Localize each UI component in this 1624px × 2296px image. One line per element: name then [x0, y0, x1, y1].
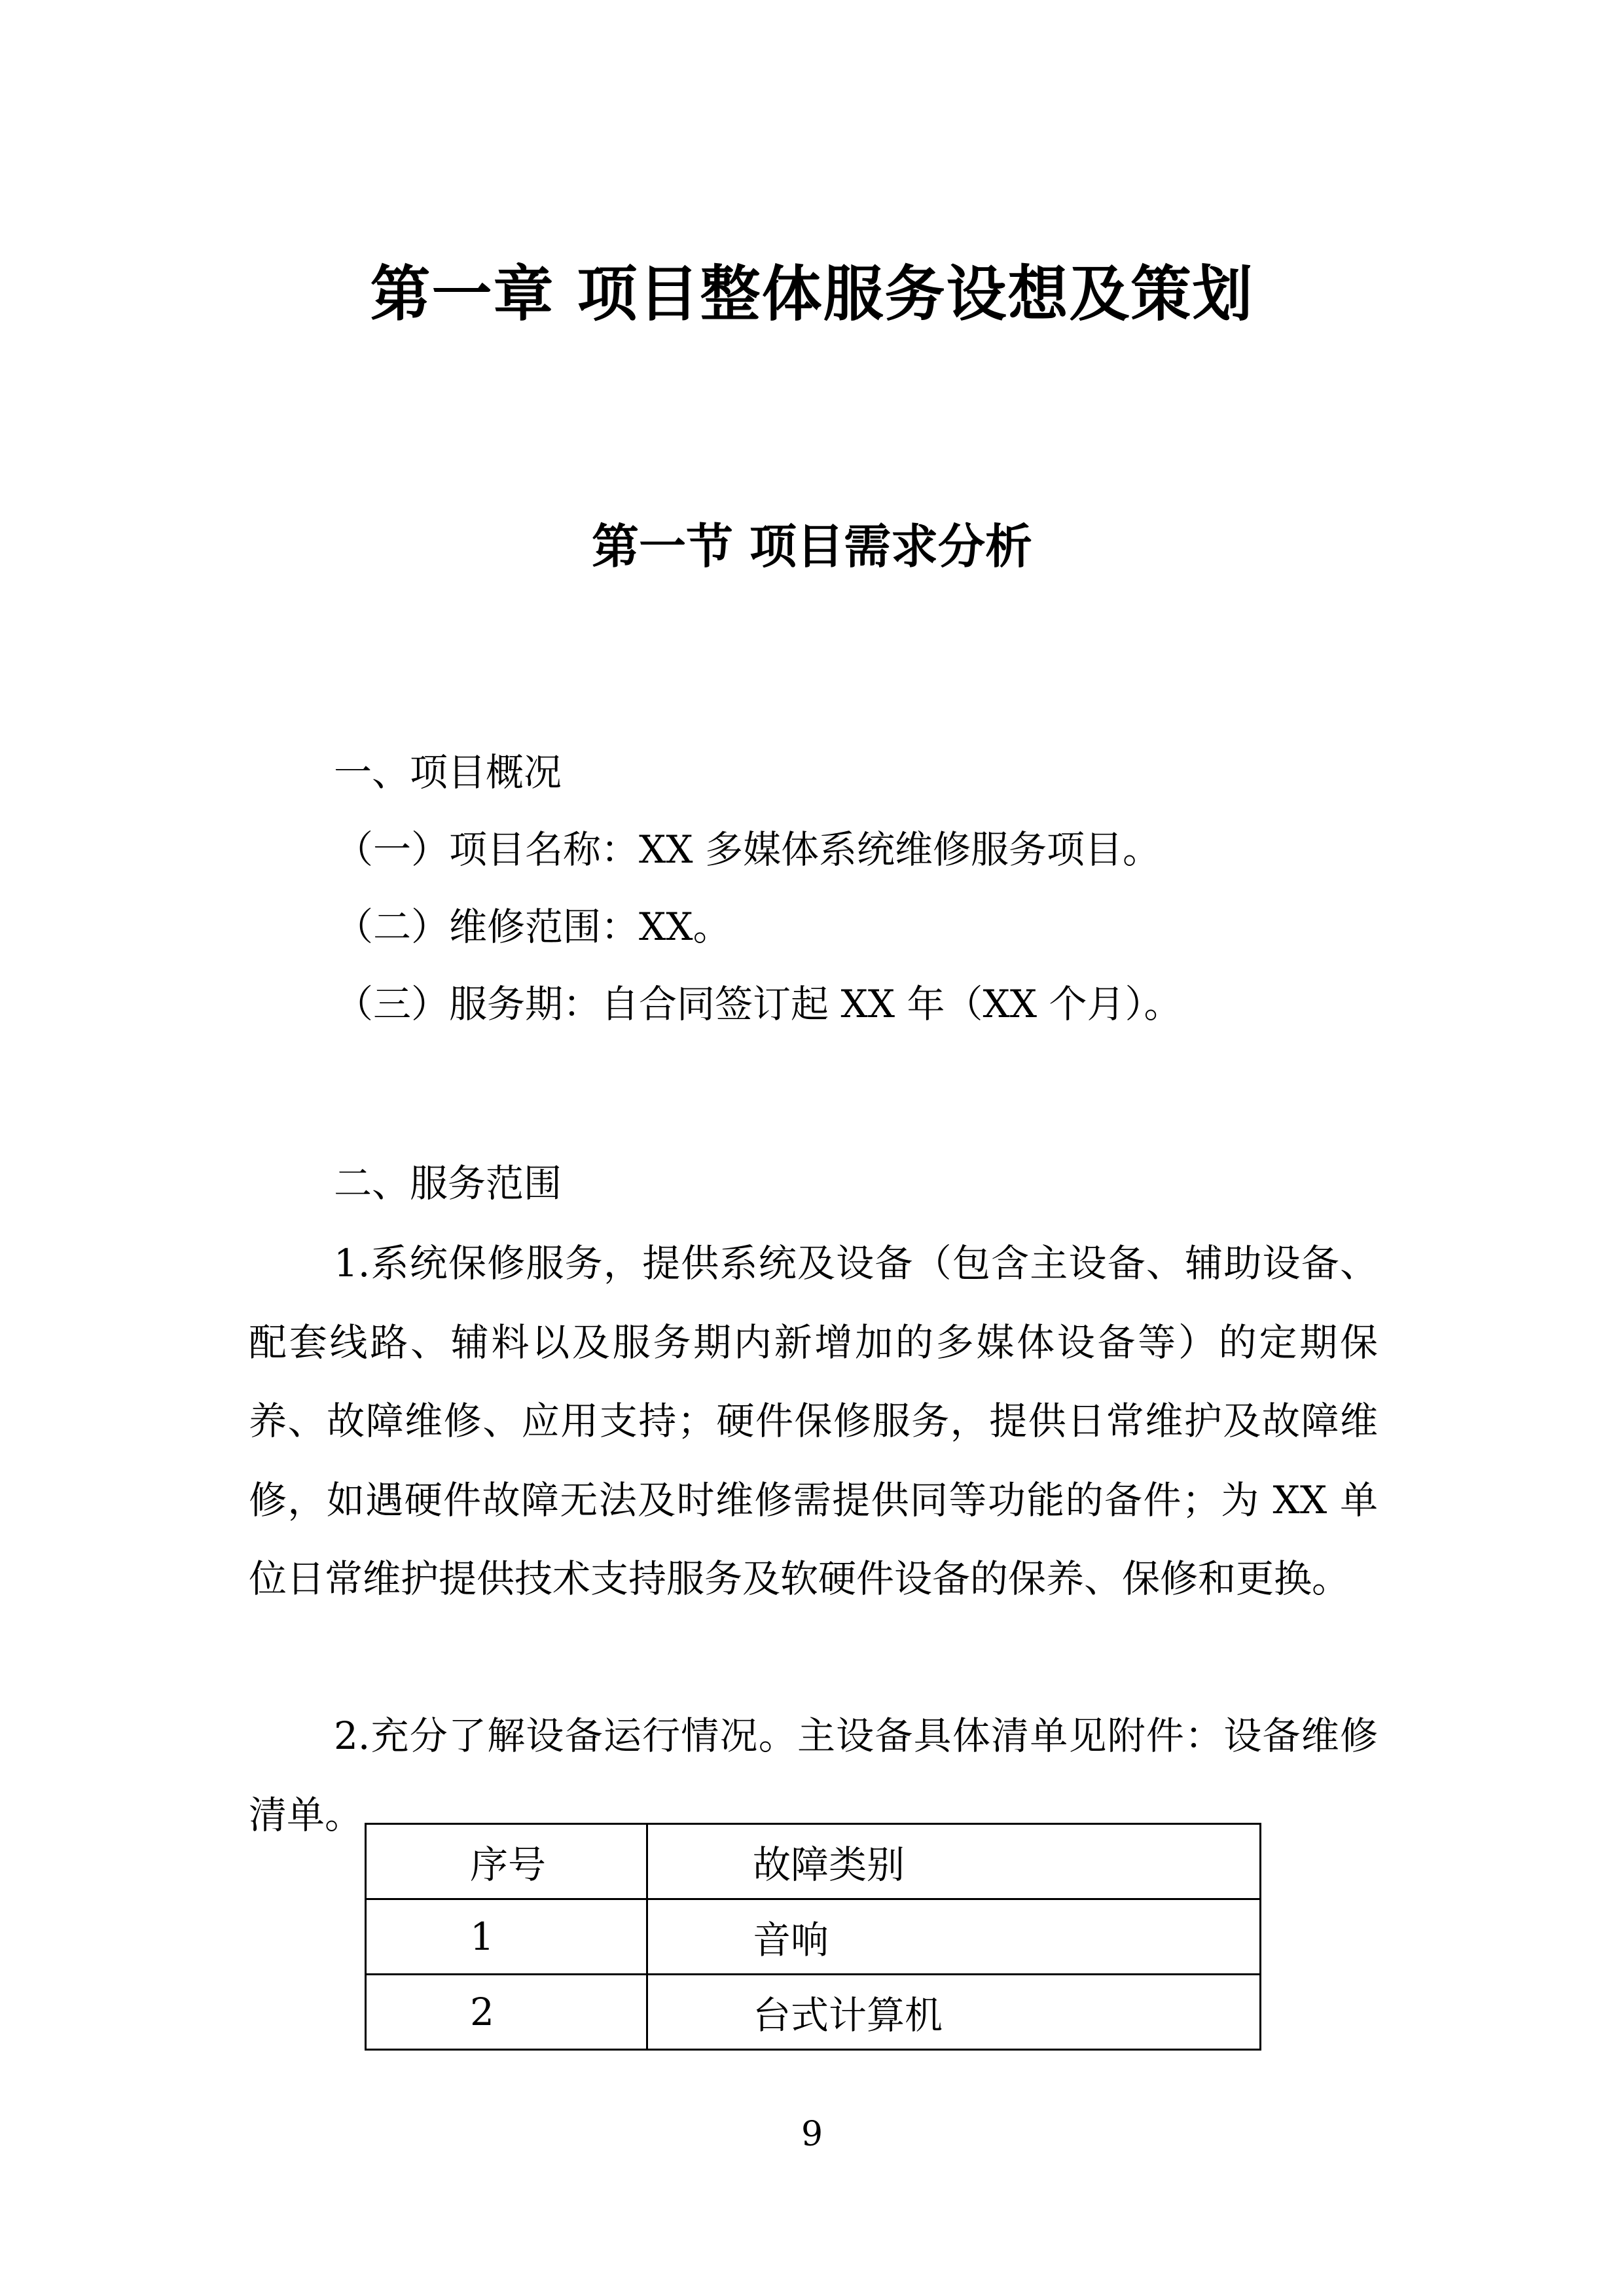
repair-list-table: [365, 1823, 1261, 2051]
overview-heading: 一、项目概况: [334, 750, 562, 795]
table-row: [366, 1899, 1261, 1975]
table-cell-index: 1: [366, 1899, 647, 1975]
section-title: 第一节 项目需求分析: [591, 519, 1033, 574]
scope-heading: 二、服务范围: [334, 1161, 562, 1206]
table-cell-category: 台式计算机: [647, 1975, 1261, 2050]
table-header-index: 序号: [366, 1824, 647, 1899]
table-row: [366, 1975, 1261, 2050]
table-cell-index: 2: [366, 1975, 647, 2050]
overview-item-service-period: （三）服务期：自合同签订起 XX 年（XX 个月）。: [335, 982, 1182, 1026]
chapter-title: 第一章 项目整体服务设想及策划: [370, 259, 1254, 329]
overview-item-repair-scope: （二）维修范围：XX。: [335, 905, 731, 949]
table-header-category: 故障类别: [647, 1824, 1261, 1899]
page-number: 9: [801, 2115, 823, 2154]
table-cell-category: 音响: [647, 1899, 1261, 1975]
overview-item-project-name: （一）项目名称：XX 多媒体系统维修服务项目。: [335, 827, 1161, 872]
scope-paragraph-1: 1.系统保修服务，提供系统及设备（包含主设备、辅助设备、配套线路、辅料以及服务期内新增加的多媒体设备等）的定期保养、故障维修、应用支持；硬件保修服务，提供日常维护及故障维修，如遇硬件故障无法及时维修需提供同等功能的备件；为 XX 单位日常维护提供技术支持服务及软硬件设备的保养、保修和更换。: [249, 1241, 1378, 1601]
table-header-row: [366, 1824, 1261, 1899]
scope-paragraph-2: 2.充分了解设备运行情况。主设备具体清单见附件：设备维修清单。: [249, 1713, 1378, 1837]
